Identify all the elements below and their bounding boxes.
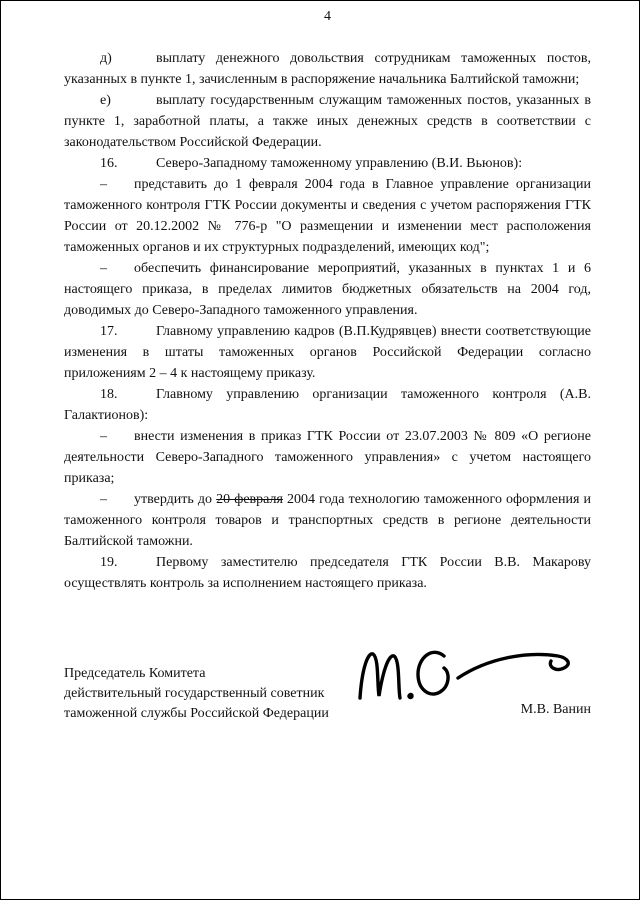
- dash-item: [64, 174, 591, 258]
- dash-marker: –: [100, 261, 107, 276]
- dash-item: [64, 426, 591, 489]
- item-19: [64, 552, 591, 594]
- dash-marker: –: [100, 429, 107, 444]
- signer-title-line: таможенной службы Российской Федерации: [64, 706, 329, 721]
- signer-title-line: действительный государственный советник: [64, 686, 325, 701]
- clause-marker: д): [100, 51, 112, 66]
- clause-marker: е): [100, 93, 111, 108]
- item-17: [64, 321, 591, 384]
- item-text: Главному управлению кадров (В.П.Кудрявцев) внести соответствующие изменения в штаты таможенных органов Российской Федерации согласно приложениям 2 – 4 к настоящему приказу.: [64, 324, 591, 381]
- item-text: 2004 года технологию таможенного оформления и таможенного контроля товаров и транспортных средств в регионе деятельности Балтийской таможни.: [64, 492, 592, 549]
- dash-item: [64, 489, 591, 552]
- item-text: представить до 1 февраля 2004 года в Главное управление организации таможенного контроля ГТК России документы и сведения с учетом распоряжения ГТК России от 20.12.2002 № 776-р "О размещении и изменении мест расположения таможенных органов и их структурных подразделений, имеющих код";: [64, 177, 591, 255]
- clause-e: [64, 90, 591, 153]
- item-text: Главному управлению организации таможенного контроля (А.В. Галактионов):: [64, 387, 591, 423]
- item-number: 17.: [100, 324, 118, 339]
- item-text: обеспечить финансирование мероприятий, указанных в пунктах 1 и 6 настоящего приказа, в пределах лимитов бюджетных обязательств на 2004 год, доводимых до Северо-Западного таможенного управления.: [64, 261, 591, 318]
- item-18: [64, 384, 591, 426]
- dash-marker: –: [100, 177, 107, 192]
- clause-text: выплату денежного довольствия сотрудникам таможенных постов, указанных в пункте 1, зачисленным в распоряжение начальника Балтийской таможни;: [64, 51, 591, 87]
- struck-date: 20 февраля: [216, 492, 283, 507]
- dash-marker: –: [100, 492, 107, 507]
- signer-name: М.В. Ванин: [520, 702, 591, 717]
- item-16: [64, 153, 591, 174]
- item-text: внести изменения в приказ ГТК России от 23.07.2003 № 809 «О регионе деятельности Северо-Западного таможенного управления» с учетом настоящего приказа;: [64, 429, 591, 486]
- item-number: 19.: [100, 555, 118, 570]
- item-text: Первому заместителю председателя ГТК России В.В. Макарову осуществлять контроль за исполнением настоящего приказа.: [64, 555, 591, 591]
- signature-block: [64, 648, 591, 748]
- item-text: Северо-Западному таможенному управлению (В.И. Вьюнов):: [156, 156, 523, 171]
- item-text: утвердить до: [134, 492, 217, 507]
- item-number: 16.: [100, 156, 118, 171]
- signer-title-line: Председатель Комитета: [64, 666, 206, 681]
- page-number: 4: [324, 9, 331, 24]
- dash-item: [64, 258, 591, 321]
- item-number: 18.: [100, 387, 118, 402]
- signer-titles: [64, 664, 329, 724]
- clause-d: [64, 48, 591, 90]
- clause-text: выплату государственным служащим таможенных постов, указанных в пункте 1, заработной платы, а также иных денежных средств в соответствии с законодательством Российской Федерации.: [64, 93, 591, 150]
